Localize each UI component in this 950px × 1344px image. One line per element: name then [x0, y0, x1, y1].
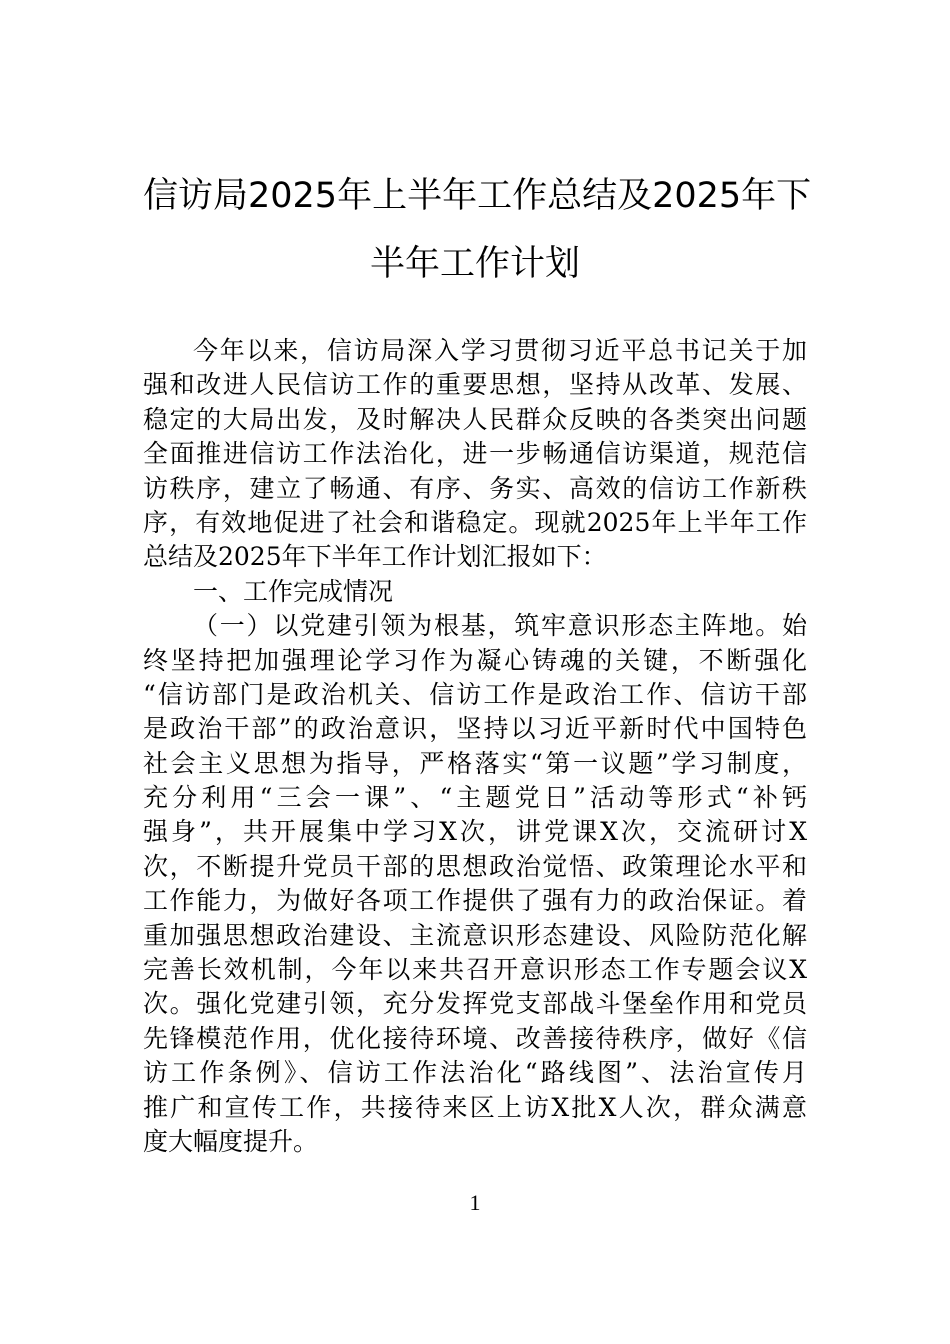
body-text-line: 次，不断提升党员干部的思想政治觉悟、政策理论水平和 — [143, 851, 807, 881]
body-text-line: 度大幅度提升。 — [143, 1126, 319, 1156]
title-line-2: 半年工作计划 — [369, 244, 580, 284]
body-text-line: 重加强思想政治建设、主流意识形态建设、风险防范化解 — [143, 920, 807, 950]
page-number: 1 — [469, 1190, 481, 1215]
body-text-line: 强身”，共开展集中学习X次，讲党课X次，交流研讨X — [143, 817, 807, 847]
body-text-line: 访工作条例》、信访工作法治化“路线图”、法治宣传月 — [143, 1058, 807, 1088]
body-text-line: 是政治干部”的政治意识，坚持以习近平新时代中国特色 — [143, 714, 807, 744]
body-text-line: “信访部门是政治机关、信访工作是政治工作、信访干部 — [143, 679, 807, 709]
body-text-line: 工作能力，为做好各项工作提供了强有力的政治保证。着 — [143, 886, 807, 916]
body-text-line: 先锋模范作用，优化接待环境、改善接待秩序，做好《信 — [143, 1023, 807, 1053]
body-text-line: 完善长效机制，今年以来共召开意识形态工作专题会议X — [143, 955, 807, 985]
body-text-line: 全面推进信访工作法治化，进一步畅通信访渠道，规范信 — [143, 439, 807, 469]
body-text-line: 总结及2025年下半年工作计划汇报如下： — [143, 542, 607, 572]
body-text-line: （一）以党建引领为根基，筑牢意识形态主阵地。始 — [193, 611, 807, 641]
body-text-line: 今年以来，信访局深入学习贯彻习近平总书记关于加 — [193, 336, 807, 365]
body-text-line: 一、工作完成情况 — [193, 576, 394, 606]
body-text-line: 社会主义思想为指导，严格落实“第一议题”学习制度， — [143, 748, 807, 778]
body-text-line: 访秩序，建立了畅通、有序、务实、高效的信访工作新秩 — [143, 473, 807, 503]
body-text-line: 稳定的大局出发，及时解决人民群众反映的各类突出问题 — [143, 404, 807, 434]
body-text-line: 充分利用“三会一课”、“主题党日”活动等形式“补钙 — [143, 783, 807, 813]
body-text-line: 序，有效地促进了社会和谐稳定。现就2025年上半年工作 — [143, 507, 807, 537]
title-line-1: 信访局2025年上半年工作总结及2025年下 — [143, 176, 812, 216]
body-text-line: 强和改进人民信访工作的重要思想，坚持从改革、发展、 — [143, 370, 807, 400]
body-text-line: 推广和宣传工作，共接待来区上访X批X人次，群众满意 — [143, 1092, 807, 1122]
body-text-line: 次。强化党建引领，充分发挥党支部战斗堡垒作用和党员 — [143, 989, 807, 1019]
document-body — [143, 334, 807, 1159]
body-text-line: 终坚持把加强理论学习作为凝心铸魂的关键，不断强化 — [143, 645, 807, 675]
document-title — [143, 162, 812, 298]
